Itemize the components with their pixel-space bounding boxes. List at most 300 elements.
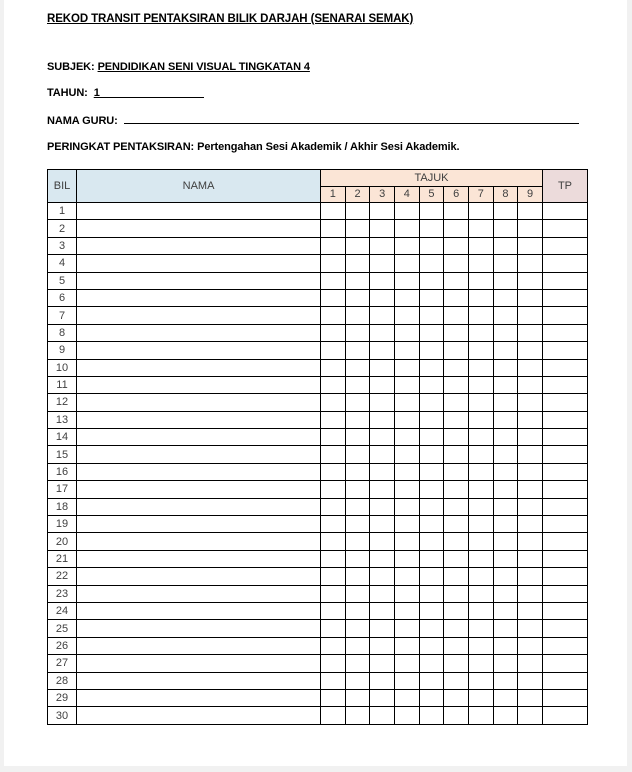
tajuk-2-check-cell[interactable]	[345, 516, 370, 533]
tajuk-3-check-cell[interactable]	[370, 707, 395, 724]
student-name-cell[interactable]	[77, 689, 321, 706]
tajuk-5-check-cell[interactable]	[419, 689, 444, 706]
tajuk-8-check-cell[interactable]	[493, 411, 518, 428]
tajuk-3-check-cell[interactable]	[370, 446, 395, 463]
tajuk-2-check-cell[interactable]	[345, 655, 370, 672]
tajuk-5-check-cell[interactable]	[419, 289, 444, 306]
tp-cell[interactable]	[542, 220, 587, 237]
tajuk-7-check-cell[interactable]	[468, 516, 493, 533]
tajuk-7-check-cell[interactable]	[468, 324, 493, 341]
tajuk-5-check-cell[interactable]	[419, 481, 444, 498]
student-name-cell[interactable]	[77, 220, 321, 237]
tp-cell[interactable]	[542, 689, 587, 706]
tajuk-3-check-cell[interactable]	[370, 602, 395, 619]
tp-cell[interactable]	[542, 272, 587, 289]
tajuk-7-check-cell[interactable]	[468, 376, 493, 393]
tp-cell[interactable]	[542, 602, 587, 619]
tp-cell[interactable]	[542, 394, 587, 411]
tajuk-6-check-cell[interactable]	[444, 376, 469, 393]
tajuk-4-check-cell[interactable]	[395, 550, 420, 567]
student-name-cell[interactable]	[77, 411, 321, 428]
tajuk-5-check-cell[interactable]	[419, 255, 444, 272]
tajuk-6-check-cell[interactable]	[444, 342, 469, 359]
tajuk-2-check-cell[interactable]	[345, 429, 370, 446]
tajuk-5-check-cell[interactable]	[419, 707, 444, 724]
tajuk-8-check-cell[interactable]	[493, 394, 518, 411]
tajuk-8-check-cell[interactable]	[493, 255, 518, 272]
tajuk-6-check-cell[interactable]	[444, 672, 469, 689]
tajuk-2-check-cell[interactable]	[345, 533, 370, 550]
tajuk-1-check-cell[interactable]	[321, 568, 346, 585]
tajuk-4-check-cell[interactable]	[395, 655, 420, 672]
tajuk-3-check-cell[interactable]	[370, 411, 395, 428]
tajuk-8-check-cell[interactable]	[493, 463, 518, 480]
tajuk-5-check-cell[interactable]	[419, 307, 444, 324]
tajuk-8-check-cell[interactable]	[493, 289, 518, 306]
tajuk-3-check-cell[interactable]	[370, 255, 395, 272]
tajuk-2-check-cell[interactable]	[345, 203, 370, 220]
student-name-cell[interactable]	[77, 237, 321, 254]
tp-cell[interactable]	[542, 585, 587, 602]
tajuk-2-check-cell[interactable]	[345, 307, 370, 324]
student-name-cell[interactable]	[77, 568, 321, 585]
tajuk-2-check-cell[interactable]	[345, 481, 370, 498]
tajuk-9-check-cell[interactable]	[518, 550, 543, 567]
tajuk-4-check-cell[interactable]	[395, 376, 420, 393]
tajuk-3-check-cell[interactable]	[370, 342, 395, 359]
tajuk-7-check-cell[interactable]	[468, 463, 493, 480]
tajuk-5-check-cell[interactable]	[419, 446, 444, 463]
tajuk-3-check-cell[interactable]	[370, 237, 395, 254]
tahun-fill-in-blank[interactable]	[94, 86, 204, 98]
student-name-cell[interactable]	[77, 203, 321, 220]
tajuk-1-check-cell[interactable]	[321, 463, 346, 480]
tajuk-5-check-cell[interactable]	[419, 220, 444, 237]
tajuk-9-check-cell[interactable]	[518, 637, 543, 654]
tajuk-1-check-cell[interactable]	[321, 446, 346, 463]
tp-cell[interactable]	[542, 255, 587, 272]
tajuk-7-check-cell[interactable]	[468, 672, 493, 689]
tajuk-4-check-cell[interactable]	[395, 498, 420, 515]
tajuk-6-check-cell[interactable]	[444, 203, 469, 220]
tajuk-4-check-cell[interactable]	[395, 568, 420, 585]
tajuk-7-check-cell[interactable]	[468, 342, 493, 359]
tajuk-9-check-cell[interactable]	[518, 602, 543, 619]
tajuk-7-check-cell[interactable]	[468, 655, 493, 672]
tajuk-8-check-cell[interactable]	[493, 324, 518, 341]
tp-cell[interactable]	[542, 672, 587, 689]
student-name-cell[interactable]	[77, 637, 321, 654]
tajuk-8-check-cell[interactable]	[493, 481, 518, 498]
tajuk-9-check-cell[interactable]	[518, 689, 543, 706]
tajuk-7-check-cell[interactable]	[468, 307, 493, 324]
tp-cell[interactable]	[542, 707, 587, 724]
tajuk-4-check-cell[interactable]	[395, 585, 420, 602]
tajuk-6-check-cell[interactable]	[444, 498, 469, 515]
tajuk-5-check-cell[interactable]	[419, 672, 444, 689]
tajuk-9-check-cell[interactable]	[518, 446, 543, 463]
tajuk-8-check-cell[interactable]	[493, 602, 518, 619]
tajuk-6-check-cell[interactable]	[444, 446, 469, 463]
tajuk-2-check-cell[interactable]	[345, 272, 370, 289]
student-name-cell[interactable]	[77, 602, 321, 619]
tajuk-1-check-cell[interactable]	[321, 394, 346, 411]
tajuk-1-check-cell[interactable]	[321, 359, 346, 376]
tp-cell[interactable]	[542, 568, 587, 585]
tajuk-8-check-cell[interactable]	[493, 342, 518, 359]
tajuk-3-check-cell[interactable]	[370, 429, 395, 446]
tajuk-9-check-cell[interactable]	[518, 394, 543, 411]
tajuk-8-check-cell[interactable]	[493, 498, 518, 515]
tajuk-7-check-cell[interactable]	[468, 255, 493, 272]
tajuk-8-check-cell[interactable]	[493, 620, 518, 637]
tajuk-8-check-cell[interactable]	[493, 237, 518, 254]
tajuk-9-check-cell[interactable]	[518, 516, 543, 533]
tp-cell[interactable]	[542, 307, 587, 324]
tajuk-3-check-cell[interactable]	[370, 272, 395, 289]
tajuk-8-check-cell[interactable]	[493, 429, 518, 446]
tajuk-2-check-cell[interactable]	[345, 394, 370, 411]
student-name-cell[interactable]	[77, 376, 321, 393]
tajuk-4-check-cell[interactable]	[395, 203, 420, 220]
tajuk-6-check-cell[interactable]	[444, 516, 469, 533]
tajuk-5-check-cell[interactable]	[419, 463, 444, 480]
tajuk-4-check-cell[interactable]	[395, 533, 420, 550]
tajuk-1-check-cell[interactable]	[321, 689, 346, 706]
tajuk-9-check-cell[interactable]	[518, 376, 543, 393]
tajuk-7-check-cell[interactable]	[468, 689, 493, 706]
tajuk-1-check-cell[interactable]	[321, 672, 346, 689]
tajuk-6-check-cell[interactable]	[444, 272, 469, 289]
tajuk-2-check-cell[interactable]	[345, 585, 370, 602]
tajuk-1-check-cell[interactable]	[321, 307, 346, 324]
tajuk-2-check-cell[interactable]	[345, 359, 370, 376]
tajuk-4-check-cell[interactable]	[395, 255, 420, 272]
tajuk-4-check-cell[interactable]	[395, 620, 420, 637]
tajuk-3-check-cell[interactable]	[370, 220, 395, 237]
tajuk-4-check-cell[interactable]	[395, 463, 420, 480]
student-name-cell[interactable]	[77, 533, 321, 550]
tajuk-5-check-cell[interactable]	[419, 568, 444, 585]
tajuk-5-check-cell[interactable]	[419, 533, 444, 550]
tajuk-7-check-cell[interactable]	[468, 620, 493, 637]
tajuk-2-check-cell[interactable]	[345, 550, 370, 567]
tajuk-9-check-cell[interactable]	[518, 620, 543, 637]
tajuk-5-check-cell[interactable]	[419, 376, 444, 393]
tajuk-1-check-cell[interactable]	[321, 429, 346, 446]
tajuk-2-check-cell[interactable]	[345, 463, 370, 480]
tajuk-7-check-cell[interactable]	[468, 394, 493, 411]
student-name-cell[interactable]	[77, 620, 321, 637]
student-name-cell[interactable]	[77, 481, 321, 498]
tajuk-4-check-cell[interactable]	[395, 446, 420, 463]
tajuk-9-check-cell[interactable]	[518, 255, 543, 272]
tp-cell[interactable]	[542, 463, 587, 480]
tajuk-7-check-cell[interactable]	[468, 429, 493, 446]
tajuk-6-check-cell[interactable]	[444, 394, 469, 411]
tp-cell[interactable]	[542, 324, 587, 341]
tajuk-8-check-cell[interactable]	[493, 689, 518, 706]
tajuk-8-check-cell[interactable]	[493, 550, 518, 567]
tajuk-6-check-cell[interactable]	[444, 289, 469, 306]
tajuk-8-check-cell[interactable]	[493, 376, 518, 393]
student-name-cell[interactable]	[77, 307, 321, 324]
tajuk-1-check-cell[interactable]	[321, 585, 346, 602]
tajuk-3-check-cell[interactable]	[370, 516, 395, 533]
student-name-cell[interactable]	[77, 324, 321, 341]
tajuk-4-check-cell[interactable]	[395, 516, 420, 533]
tajuk-1-check-cell[interactable]	[321, 376, 346, 393]
tajuk-3-check-cell[interactable]	[370, 550, 395, 567]
tajuk-3-check-cell[interactable]	[370, 620, 395, 637]
tajuk-7-check-cell[interactable]	[468, 533, 493, 550]
student-name-cell[interactable]	[77, 498, 321, 515]
tajuk-7-check-cell[interactable]	[468, 481, 493, 498]
tajuk-2-check-cell[interactable]	[345, 411, 370, 428]
tajuk-5-check-cell[interactable]	[419, 203, 444, 220]
tajuk-6-check-cell[interactable]	[444, 255, 469, 272]
student-name-cell[interactable]	[77, 255, 321, 272]
tajuk-6-check-cell[interactable]	[444, 602, 469, 619]
tajuk-2-check-cell[interactable]	[345, 568, 370, 585]
tajuk-8-check-cell[interactable]	[493, 637, 518, 654]
tajuk-4-check-cell[interactable]	[395, 289, 420, 306]
tajuk-3-check-cell[interactable]	[370, 307, 395, 324]
student-name-cell[interactable]	[77, 672, 321, 689]
tajuk-9-check-cell[interactable]	[518, 533, 543, 550]
tp-cell[interactable]	[542, 550, 587, 567]
tajuk-1-check-cell[interactable]	[321, 655, 346, 672]
tajuk-6-check-cell[interactable]	[444, 620, 469, 637]
tajuk-6-check-cell[interactable]	[444, 429, 469, 446]
tajuk-5-check-cell[interactable]	[419, 550, 444, 567]
tajuk-7-check-cell[interactable]	[468, 359, 493, 376]
tajuk-5-check-cell[interactable]	[419, 637, 444, 654]
tajuk-3-check-cell[interactable]	[370, 289, 395, 306]
tajuk-8-check-cell[interactable]	[493, 203, 518, 220]
tajuk-9-check-cell[interactable]	[518, 342, 543, 359]
tajuk-3-check-cell[interactable]	[370, 498, 395, 515]
tp-cell[interactable]	[542, 655, 587, 672]
tajuk-8-check-cell[interactable]	[493, 568, 518, 585]
tajuk-5-check-cell[interactable]	[419, 516, 444, 533]
tajuk-9-check-cell[interactable]	[518, 498, 543, 515]
student-name-cell[interactable]	[77, 359, 321, 376]
tajuk-7-check-cell[interactable]	[468, 550, 493, 567]
tajuk-7-check-cell[interactable]	[468, 568, 493, 585]
tajuk-6-check-cell[interactable]	[444, 655, 469, 672]
tajuk-4-check-cell[interactable]	[395, 672, 420, 689]
tajuk-8-check-cell[interactable]	[493, 307, 518, 324]
tajuk-3-check-cell[interactable]	[370, 655, 395, 672]
tajuk-8-check-cell[interactable]	[493, 533, 518, 550]
tajuk-5-check-cell[interactable]	[419, 272, 444, 289]
tajuk-2-check-cell[interactable]	[345, 707, 370, 724]
tajuk-9-check-cell[interactable]	[518, 429, 543, 446]
tp-cell[interactable]	[542, 516, 587, 533]
tajuk-6-check-cell[interactable]	[444, 324, 469, 341]
tajuk-2-check-cell[interactable]	[345, 324, 370, 341]
tajuk-5-check-cell[interactable]	[419, 602, 444, 619]
tajuk-4-check-cell[interactable]	[395, 394, 420, 411]
tajuk-8-check-cell[interactable]	[493, 359, 518, 376]
tajuk-9-check-cell[interactable]	[518, 359, 543, 376]
tajuk-9-check-cell[interactable]	[518, 307, 543, 324]
tajuk-9-check-cell[interactable]	[518, 203, 543, 220]
tajuk-7-check-cell[interactable]	[468, 411, 493, 428]
tajuk-2-check-cell[interactable]	[345, 220, 370, 237]
tajuk-5-check-cell[interactable]	[419, 411, 444, 428]
tajuk-6-check-cell[interactable]	[444, 220, 469, 237]
student-name-cell[interactable]	[77, 463, 321, 480]
tajuk-6-check-cell[interactable]	[444, 585, 469, 602]
tajuk-1-check-cell[interactable]	[321, 620, 346, 637]
tajuk-1-check-cell[interactable]	[321, 602, 346, 619]
tajuk-9-check-cell[interactable]	[518, 655, 543, 672]
tajuk-3-check-cell[interactable]	[370, 637, 395, 654]
tajuk-5-check-cell[interactable]	[419, 498, 444, 515]
tp-cell[interactable]	[542, 533, 587, 550]
tajuk-1-check-cell[interactable]	[321, 516, 346, 533]
tp-cell[interactable]	[542, 446, 587, 463]
tajuk-2-check-cell[interactable]	[345, 255, 370, 272]
tajuk-6-check-cell[interactable]	[444, 568, 469, 585]
tajuk-2-check-cell[interactable]	[345, 342, 370, 359]
tajuk-8-check-cell[interactable]	[493, 272, 518, 289]
tajuk-2-check-cell[interactable]	[345, 620, 370, 637]
tajuk-9-check-cell[interactable]	[518, 568, 543, 585]
tajuk-2-check-cell[interactable]	[345, 672, 370, 689]
tajuk-7-check-cell[interactable]	[468, 220, 493, 237]
tajuk-4-check-cell[interactable]	[395, 220, 420, 237]
tajuk-4-check-cell[interactable]	[395, 237, 420, 254]
student-name-cell[interactable]	[77, 289, 321, 306]
tajuk-3-check-cell[interactable]	[370, 585, 395, 602]
tajuk-3-check-cell[interactable]	[370, 568, 395, 585]
tajuk-5-check-cell[interactable]	[419, 655, 444, 672]
tajuk-7-check-cell[interactable]	[468, 498, 493, 515]
tajuk-3-check-cell[interactable]	[370, 324, 395, 341]
tajuk-2-check-cell[interactable]	[345, 637, 370, 654]
tp-cell[interactable]	[542, 411, 587, 428]
tajuk-9-check-cell[interactable]	[518, 707, 543, 724]
tajuk-9-check-cell[interactable]	[518, 237, 543, 254]
tajuk-5-check-cell[interactable]	[419, 429, 444, 446]
tajuk-6-check-cell[interactable]	[444, 359, 469, 376]
tajuk-9-check-cell[interactable]	[518, 463, 543, 480]
tajuk-1-check-cell[interactable]	[321, 203, 346, 220]
tp-cell[interactable]	[542, 237, 587, 254]
tajuk-4-check-cell[interactable]	[395, 637, 420, 654]
tajuk-4-check-cell[interactable]	[395, 324, 420, 341]
student-name-cell[interactable]	[77, 707, 321, 724]
tajuk-9-check-cell[interactable]	[518, 585, 543, 602]
tajuk-4-check-cell[interactable]	[395, 429, 420, 446]
tajuk-1-check-cell[interactable]	[321, 707, 346, 724]
tajuk-6-check-cell[interactable]	[444, 481, 469, 498]
tp-cell[interactable]	[542, 359, 587, 376]
tajuk-6-check-cell[interactable]	[444, 411, 469, 428]
tajuk-2-check-cell[interactable]	[345, 602, 370, 619]
tajuk-1-check-cell[interactable]	[321, 411, 346, 428]
tajuk-3-check-cell[interactable]	[370, 672, 395, 689]
tajuk-4-check-cell[interactable]	[395, 481, 420, 498]
tajuk-5-check-cell[interactable]	[419, 342, 444, 359]
tajuk-6-check-cell[interactable]	[444, 463, 469, 480]
tajuk-1-check-cell[interactable]	[321, 550, 346, 567]
tajuk-9-check-cell[interactable]	[518, 289, 543, 306]
tajuk-3-check-cell[interactable]	[370, 481, 395, 498]
tajuk-7-check-cell[interactable]	[468, 602, 493, 619]
tajuk-9-check-cell[interactable]	[518, 324, 543, 341]
tajuk-8-check-cell[interactable]	[493, 707, 518, 724]
tp-cell[interactable]	[542, 203, 587, 220]
tajuk-4-check-cell[interactable]	[395, 707, 420, 724]
tajuk-6-check-cell[interactable]	[444, 237, 469, 254]
student-name-cell[interactable]	[77, 550, 321, 567]
tajuk-4-check-cell[interactable]	[395, 602, 420, 619]
tajuk-4-check-cell[interactable]	[395, 411, 420, 428]
tajuk-1-check-cell[interactable]	[321, 289, 346, 306]
tajuk-5-check-cell[interactable]	[419, 237, 444, 254]
tajuk-4-check-cell[interactable]	[395, 359, 420, 376]
student-name-cell[interactable]	[77, 429, 321, 446]
tajuk-1-check-cell[interactable]	[321, 237, 346, 254]
tp-cell[interactable]	[542, 637, 587, 654]
tajuk-7-check-cell[interactable]	[468, 203, 493, 220]
tajuk-2-check-cell[interactable]	[345, 689, 370, 706]
tp-cell[interactable]	[542, 289, 587, 306]
tajuk-5-check-cell[interactable]	[419, 585, 444, 602]
student-name-cell[interactable]	[77, 516, 321, 533]
student-name-cell[interactable]	[77, 272, 321, 289]
tp-cell[interactable]	[542, 342, 587, 359]
tajuk-6-check-cell[interactable]	[444, 689, 469, 706]
tajuk-2-check-cell[interactable]	[345, 446, 370, 463]
tp-cell[interactable]	[542, 498, 587, 515]
tajuk-8-check-cell[interactable]	[493, 672, 518, 689]
tp-cell[interactable]	[542, 376, 587, 393]
tajuk-7-check-cell[interactable]	[468, 707, 493, 724]
tajuk-2-check-cell[interactable]	[345, 289, 370, 306]
student-name-cell[interactable]	[77, 655, 321, 672]
student-name-cell[interactable]	[77, 446, 321, 463]
tp-cell[interactable]	[542, 429, 587, 446]
tajuk-8-check-cell[interactable]	[493, 655, 518, 672]
tajuk-6-check-cell[interactable]	[444, 707, 469, 724]
tajuk-6-check-cell[interactable]	[444, 637, 469, 654]
student-name-cell[interactable]	[77, 394, 321, 411]
tajuk-3-check-cell[interactable]	[370, 463, 395, 480]
tajuk-9-check-cell[interactable]	[518, 411, 543, 428]
tajuk-1-check-cell[interactable]	[321, 481, 346, 498]
tajuk-6-check-cell[interactable]	[444, 533, 469, 550]
tajuk-3-check-cell[interactable]	[370, 203, 395, 220]
tajuk-1-check-cell[interactable]	[321, 324, 346, 341]
tajuk-1-check-cell[interactable]	[321, 533, 346, 550]
tajuk-6-check-cell[interactable]	[444, 550, 469, 567]
tajuk-1-check-cell[interactable]	[321, 272, 346, 289]
tajuk-8-check-cell[interactable]	[493, 516, 518, 533]
tajuk-3-check-cell[interactable]	[370, 689, 395, 706]
tajuk-7-check-cell[interactable]	[468, 637, 493, 654]
tajuk-3-check-cell[interactable]	[370, 394, 395, 411]
tajuk-4-check-cell[interactable]	[395, 342, 420, 359]
tajuk-4-check-cell[interactable]	[395, 307, 420, 324]
tajuk-4-check-cell[interactable]	[395, 272, 420, 289]
tajuk-1-check-cell[interactable]	[321, 637, 346, 654]
nama-guru-fill-in-blank[interactable]	[124, 112, 579, 124]
